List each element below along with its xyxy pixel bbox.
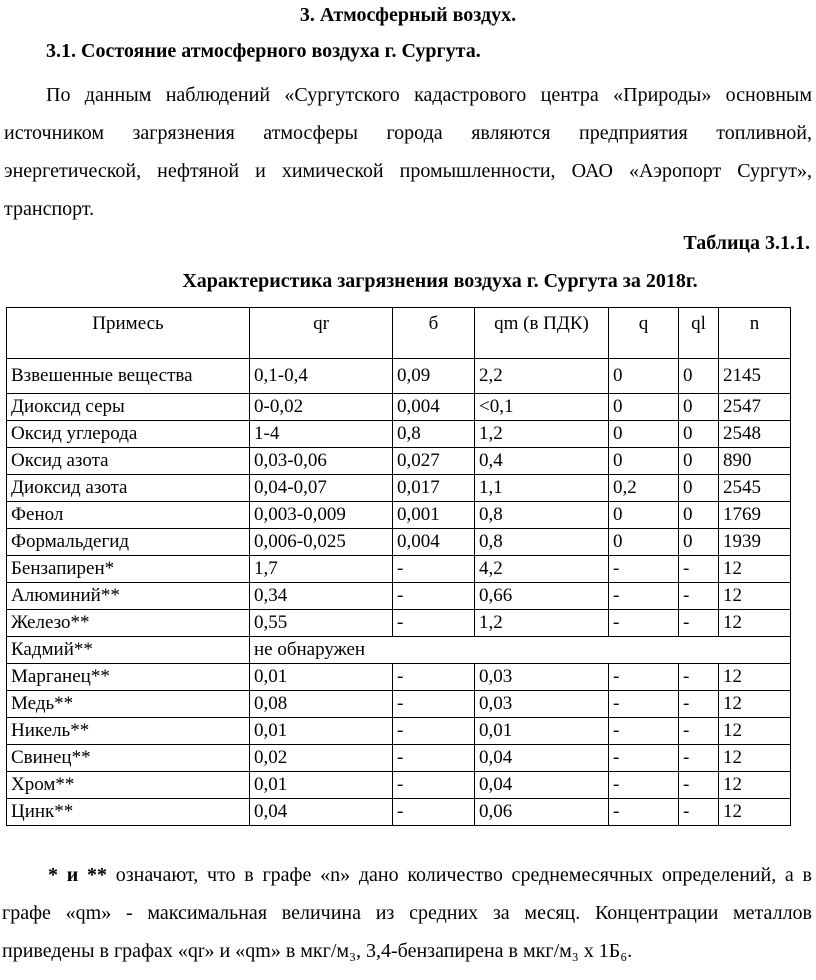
footnote-marks: * и ** <box>48 864 107 886</box>
substance-cell: Формальдегид <box>7 529 250 556</box>
value-cell: 2545 <box>719 475 791 502</box>
value-cell: 0,03 <box>475 664 609 691</box>
value-cell: - <box>609 718 679 745</box>
table-header-row <box>7 308 791 359</box>
value-cell: - <box>609 610 679 637</box>
value-cell: 0,4 <box>475 448 609 475</box>
value-cell: 0,66 <box>475 583 609 610</box>
substance-cell: Цинк** <box>7 799 250 826</box>
value-cell: 0,8 <box>475 529 609 556</box>
value-cell: 0,03-0,06 <box>250 448 393 475</box>
value-cell: 0,006-0,025 <box>250 529 393 556</box>
value-cell: 0 <box>609 421 679 448</box>
value-cell: 0,001 <box>393 502 475 529</box>
value-cell: 0 <box>609 529 679 556</box>
substance-cell: Медь** <box>7 691 250 718</box>
value-cell: 4,2 <box>475 556 609 583</box>
substance-cell: Диоксид серы <box>7 394 250 421</box>
value-cell: 2,2 <box>475 359 609 394</box>
value-cell: - <box>679 583 719 610</box>
table-title: Характеристика загрязнения воздуха г. Сургута за 2018г. <box>182 270 698 292</box>
table-row <box>7 664 791 691</box>
value-cell: 0,027 <box>393 448 475 475</box>
value-cell: 0,017 <box>393 475 475 502</box>
value-cell: 0,04-0,07 <box>250 475 393 502</box>
value-cell: 0,03 <box>475 691 609 718</box>
value-cell: 0 <box>679 421 719 448</box>
table-row <box>7 718 791 745</box>
table-row <box>7 556 791 583</box>
value-cell: 0,04 <box>475 745 609 772</box>
substance-cell: Железо** <box>7 610 250 637</box>
substance-cell: Никель** <box>7 718 250 745</box>
value-cell: 0,01 <box>250 664 393 691</box>
value-cell: - <box>609 691 679 718</box>
value-cell: 0,003-0,009 <box>250 502 393 529</box>
substance-cell: Хром** <box>7 772 250 799</box>
value-cell: - <box>393 799 475 826</box>
table-caption: Таблица 3.1.1. <box>683 232 810 254</box>
value-cell: - <box>679 691 719 718</box>
value-cell: 0,01 <box>475 718 609 745</box>
header-cell: ql <box>679 308 719 359</box>
value-cell: 12 <box>719 556 791 583</box>
value-cell: 0,06 <box>475 799 609 826</box>
value-cell: 1769 <box>719 502 791 529</box>
value-cell: - <box>393 583 475 610</box>
substance-cell: Кадмий** <box>7 637 250 664</box>
value-cell: 1,2 <box>475 610 609 637</box>
value-cell: 0,004 <box>393 529 475 556</box>
value-cell: - <box>393 664 475 691</box>
value-cell: 0,01 <box>250 772 393 799</box>
footnote-text: означают, что в графе «n» дано количество среднемесячных определений, а в графе «qm» - максимальная величина из средних за месяц. Концентрации металлов приведены в графах «qr» и «qm» в мкг/м₃, 3,4-бензапирена в мкг/м₃ х 1Б₆. <box>2 864 812 962</box>
value-cell: 0,02 <box>250 745 393 772</box>
value-cell: не обнаружен <box>250 637 791 664</box>
value-cell: 0,8 <box>475 502 609 529</box>
value-cell: 12 <box>719 772 791 799</box>
substance-cell: Алюминий** <box>7 583 250 610</box>
table-row <box>7 691 791 718</box>
value-cell: 2145 <box>719 359 791 394</box>
value-cell: 0 <box>609 448 679 475</box>
value-cell: 12 <box>719 583 791 610</box>
value-cell: 0,34 <box>250 583 393 610</box>
header-cell: Примесь <box>7 308 250 359</box>
value-cell: 890 <box>719 448 791 475</box>
value-cell: 12 <box>719 799 791 826</box>
table-row <box>7 448 791 475</box>
table-row <box>7 610 791 637</box>
value-cell: - <box>609 772 679 799</box>
value-cell: 1939 <box>719 529 791 556</box>
value-cell: - <box>679 772 719 799</box>
value-cell: 1,7 <box>250 556 393 583</box>
table-row <box>7 583 791 610</box>
header-cell: n <box>719 308 791 359</box>
table-row <box>7 359 791 394</box>
table-row <box>7 475 791 502</box>
table-row <box>7 529 791 556</box>
header-cell: qr <box>250 308 393 359</box>
value-cell: 0 <box>679 394 719 421</box>
value-cell: 0,004 <box>393 394 475 421</box>
value-cell: - <box>393 718 475 745</box>
value-cell: - <box>609 745 679 772</box>
value-cell: 12 <box>719 745 791 772</box>
pollution-table <box>6 307 791 826</box>
value-cell: 0,08 <box>250 691 393 718</box>
value-cell: - <box>609 799 679 826</box>
table-row <box>7 394 791 421</box>
value-cell: 0 <box>609 359 679 394</box>
value-cell: 12 <box>719 718 791 745</box>
value-cell: - <box>393 772 475 799</box>
section-heading: 3. Атмосферный воздух. <box>299 4 517 26</box>
value-cell: - <box>393 745 475 772</box>
substance-cell: Оксид азота <box>7 448 250 475</box>
value-cell: 1,1 <box>475 475 609 502</box>
value-cell: - <box>393 691 475 718</box>
value-cell: 0,04 <box>475 772 609 799</box>
value-cell: 0 <box>679 529 719 556</box>
value-cell: - <box>393 556 475 583</box>
value-cell: - <box>679 556 719 583</box>
substance-cell: Взвешенные вещества <box>7 359 250 394</box>
value-cell: 1-4 <box>250 421 393 448</box>
footnote <box>2 856 812 970</box>
value-cell: 12 <box>719 664 791 691</box>
value-cell: 0,1-0,4 <box>250 359 393 394</box>
value-cell: - <box>609 583 679 610</box>
subsection-heading: 3.1. Состояние атмосферного воздуха г. Сургута. <box>46 40 481 62</box>
substance-cell: Бензапирен* <box>7 556 250 583</box>
value-cell: 1,2 <box>475 421 609 448</box>
value-cell: 0,2 <box>609 475 679 502</box>
value-cell: - <box>393 610 475 637</box>
value-cell: 0,04 <box>250 799 393 826</box>
value-cell: - <box>679 745 719 772</box>
substance-cell: Фенол <box>7 502 250 529</box>
substance-cell: Оксид углерода <box>7 421 250 448</box>
table-row <box>7 799 791 826</box>
value-cell: 12 <box>719 691 791 718</box>
intro-paragraph: По данным наблюдений «Сургутского кадастрового центра «Природы» основным источником загрязнения атмосферы города являются предприятия топливной, энергетической, нефтяной и химической промышленности, ОАО «Аэропорт Сургут», транспорт. <box>4 84 812 220</box>
value-cell: 0-0,02 <box>250 394 393 421</box>
value-cell: 0 <box>679 502 719 529</box>
table-row <box>7 421 791 448</box>
value-cell: 2548 <box>719 421 791 448</box>
table-row <box>7 745 791 772</box>
value-cell: - <box>679 664 719 691</box>
substance-cell: Диоксид азота <box>7 475 250 502</box>
substance-cell: Свинец** <box>7 745 250 772</box>
table-row <box>7 502 791 529</box>
value-cell: 0 <box>609 502 679 529</box>
value-cell: - <box>609 664 679 691</box>
value-cell: 0,8 <box>393 421 475 448</box>
value-cell: 0,01 <box>250 718 393 745</box>
value-cell: - <box>679 610 719 637</box>
value-cell: - <box>609 556 679 583</box>
value-cell: 0,09 <box>393 359 475 394</box>
value-cell: 0 <box>679 448 719 475</box>
value-cell: 0 <box>679 475 719 502</box>
header-cell: б <box>393 308 475 359</box>
value-cell: 0 <box>679 359 719 394</box>
value-cell: <0,1 <box>475 394 609 421</box>
value-cell: 0,55 <box>250 610 393 637</box>
value-cell: 12 <box>719 610 791 637</box>
table-row <box>7 637 791 664</box>
value-cell: - <box>679 718 719 745</box>
header-cell: qm (в ПДК) <box>475 308 609 359</box>
value-cell: - <box>679 799 719 826</box>
value-cell: 0 <box>609 394 679 421</box>
substance-cell: Марганец** <box>7 664 250 691</box>
value-cell: 2547 <box>719 394 791 421</box>
table-row <box>7 772 791 799</box>
header-cell: q <box>609 308 679 359</box>
